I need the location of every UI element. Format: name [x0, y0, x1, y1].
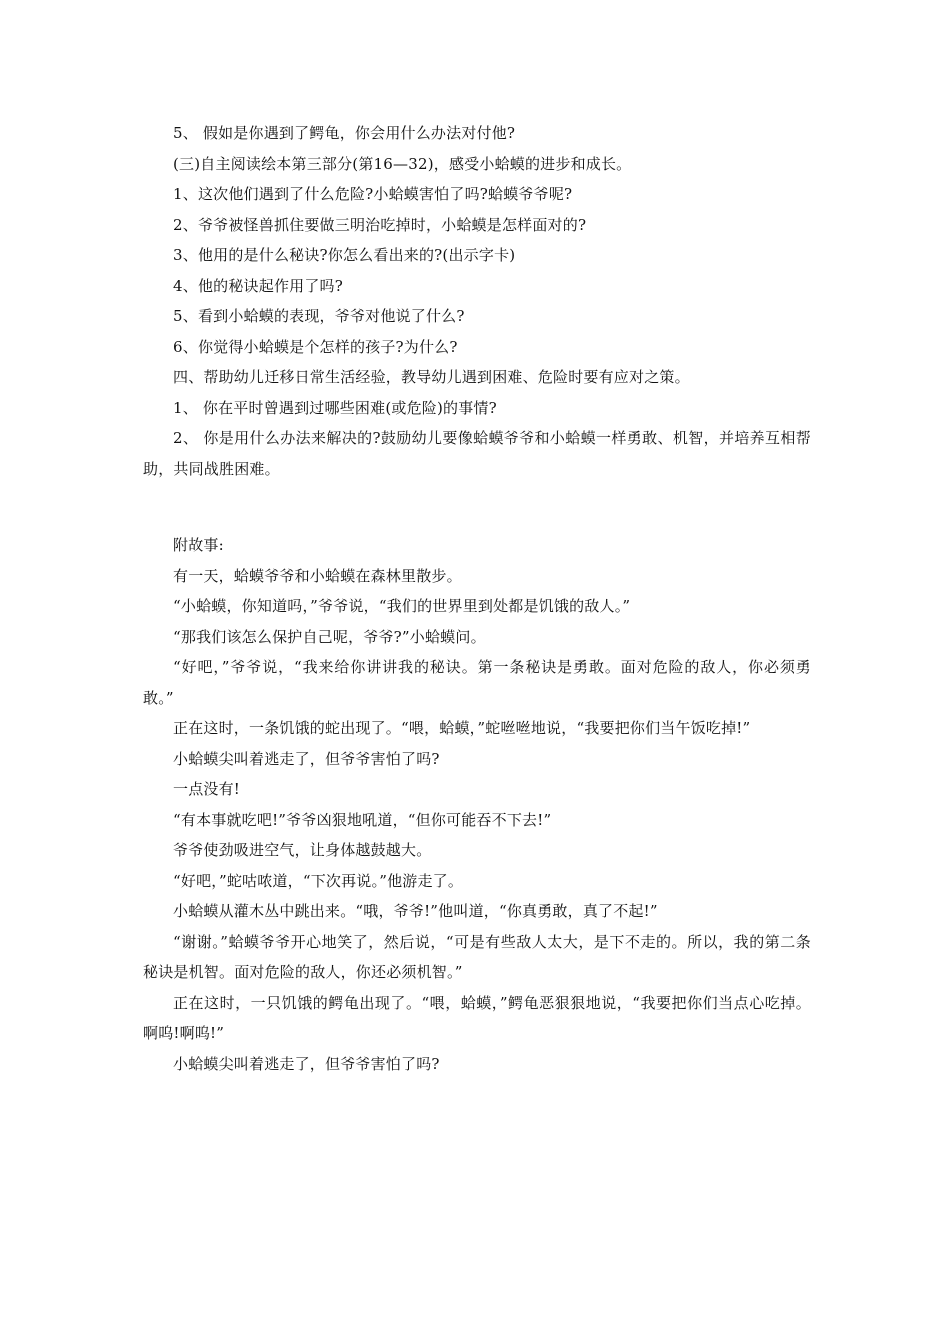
story-paragraph: 爷爷使劲吸进空气，让身体越鼓越大。: [173, 841, 432, 859]
part3-heading: (三)自主阅读绘本第三部分(第16—32)，感受小蛤蟆的进步和成长。: [173, 154, 632, 173]
story-paragraph: “好吧，”爷爷说，“我来给你讲讲我的秘诀。第一条秘诀是勇敢。面对危险的敌人，你必须勇敢。”: [143, 658, 811, 707]
part3-question-1: 1、这次他们遇到了什么危险?小蛤蟆害怕了吗?蛤蟆爷爷呢?: [173, 185, 573, 203]
lesson-question-5: 5、 假如是你遇到了鳄龟，你会用什么办法对付他?: [173, 124, 516, 142]
section-spacer: [143, 484, 811, 530]
story-paragraph: 小蛤蟆尖叫着逃走了，但爷爷害怕了吗?: [173, 749, 440, 768]
section4-heading: 四、帮助幼儿迁移日常生活经验，教导幼儿遇到困难、危险时要有应对之策。: [173, 368, 690, 386]
story-heading: 附故事:: [173, 536, 224, 554]
story-paragraph: 小蛤蟆从灌木丛中跳出来。“哦，爷爷!”他叫道，“你真勇敢，真了不起!”: [173, 902, 658, 920]
part3-question-3: 3、他用的是什么秘诀?你怎么看出来的?(出示字卡): [173, 246, 516, 264]
part3-question-2: 2、爷爷被怪兽抓住要做三明治吃掉时，小蛤蟆是怎样面对的?: [173, 215, 587, 234]
document-body: [143, 118, 811, 1079]
story-paragraph: “那我们该怎么保护自己呢，爷爷?”小蛤蟆问。: [173, 627, 486, 646]
story-paragraph: “有本事就吃吧!”爷爷凶狠地吼道，“但你可能吞不下去!”: [173, 810, 552, 829]
story-paragraph: 正在这时，一条饥饿的蛇出现了。“喂，蛤蟆，”蛇咝咝地说，“我要把你们当午饭吃掉!”: [173, 719, 751, 737]
part3-question-5: 5、看到小蛤蟆的表现，爷爷对他说了什么?: [173, 307, 465, 325]
part3-question-6: 6、你觉得小蛤蟆是个怎样的孩子?为什么?: [173, 337, 458, 356]
section4-question-2: 2、 你是用什么办法来解决的?鼓励幼儿要像蛤蟆爷爷和小蛤蟆一样勇敢、机智，并培养互相帮助，共同战胜困难。: [143, 429, 811, 478]
story-paragraph: “小蛤蟆，你知道吗，”爷爷说，“我们的世界里到处都是饥饿的敌人。”: [173, 597, 631, 615]
story-paragraph: “谢谢。”蛤蟆爷爷开心地笑了，然后说，“可是有些敌人太大，是下不走的。所以，我的第二条秘诀是机智。面对危险的敌人，你还必须机智。”: [143, 932, 811, 981]
story-paragraph: 有一天，蛤蟆爷爷和小蛤蟆在森林里散步。: [173, 566, 462, 585]
story-paragraph: 小蛤蟆尖叫着逃走了，但爷爷害怕了吗?: [173, 1054, 440, 1073]
section4-question-1: 1、 你在平时曾遇到过哪些困难(或危险)的事情?: [173, 398, 497, 417]
story-paragraph: “好吧，”蛇咕哝道，“下次再说。”他游走了。: [173, 871, 464, 890]
part3-question-4: 4、他的秘诀起作用了吗?: [173, 276, 343, 295]
story-paragraph: 一点没有!: [173, 780, 241, 798]
story-paragraph: 正在这时，一只饥饿的鳄龟出现了。“喂，蛤蟆，”鳄龟恶狠狠地说，“我要把你们当点心吃掉。啊呜!啊呜!”: [143, 993, 811, 1042]
